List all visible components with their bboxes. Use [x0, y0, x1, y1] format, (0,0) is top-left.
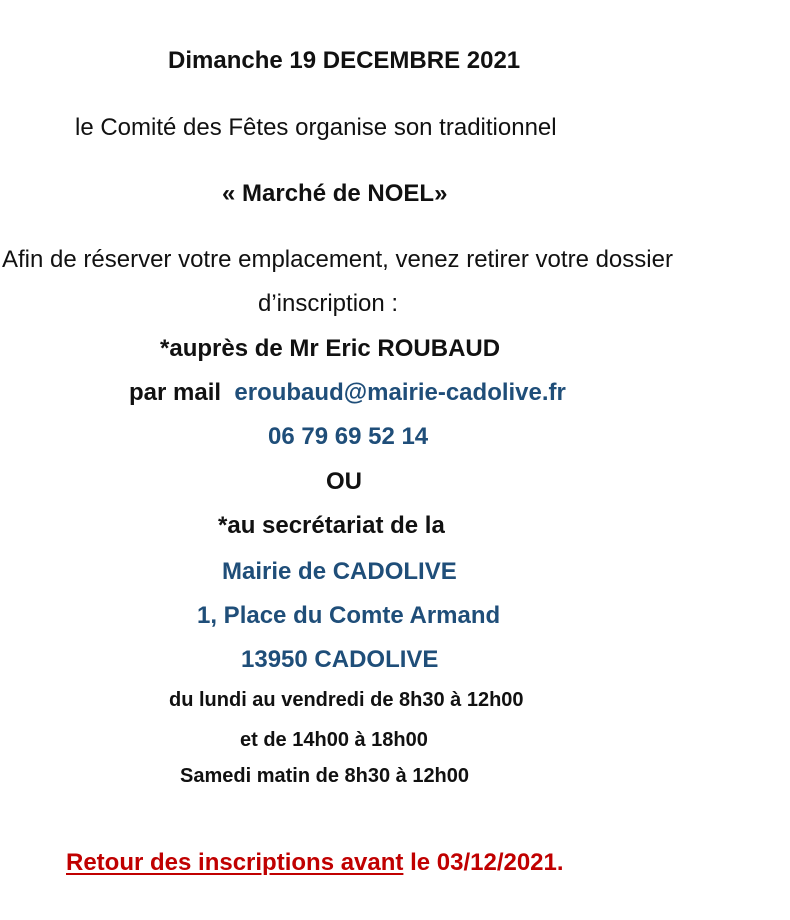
- deadline-date: le 03/12/2021.: [410, 849, 564, 876]
- mail-label: par mail: [129, 379, 222, 406]
- contact-email-link[interactable]: eroubaud@mairie-cadolive.fr: [234, 379, 566, 406]
- event-title: « Marché de NOEL»: [222, 180, 448, 207]
- town-hall-name: Mairie de CADOLIVE: [222, 558, 457, 585]
- contact-person: *auprès de Mr Eric ROUBAUD: [160, 335, 501, 362]
- reservation-text-line2: d’inscription :: [258, 290, 399, 317]
- event-date: Dimanche 19 DECEMBRE 2021: [168, 47, 521, 74]
- town-hall-city: 13950 CADOLIVE: [241, 646, 439, 673]
- town-hall-street: 1, Place du Comte Armand: [197, 602, 501, 629]
- hours-weekdays: du lundi au vendredi de 8h30 à 12h00: [169, 689, 524, 711]
- reservation-text-line1: Afin de réserver votre emplacement, venez retirer votre dossier: [2, 246, 673, 273]
- or-separator: OU: [326, 468, 362, 495]
- deadline-underlined: Retour des inscriptions avant: [66, 849, 404, 876]
- office-line: *au secrétariat de la: [218, 512, 445, 539]
- hours-afternoon: et de 14h00 à 18h00: [240, 729, 428, 751]
- hours-saturday: Samedi matin de 8h30 à 12h00: [180, 765, 470, 787]
- contact-phone: 06 79 69 52 14: [268, 423, 429, 450]
- contact-mail-row: [129, 381, 566, 405]
- deadline-notice: [66, 851, 564, 875]
- intro-text: le Comité des Fêtes organise son traditionnel: [75, 114, 557, 141]
